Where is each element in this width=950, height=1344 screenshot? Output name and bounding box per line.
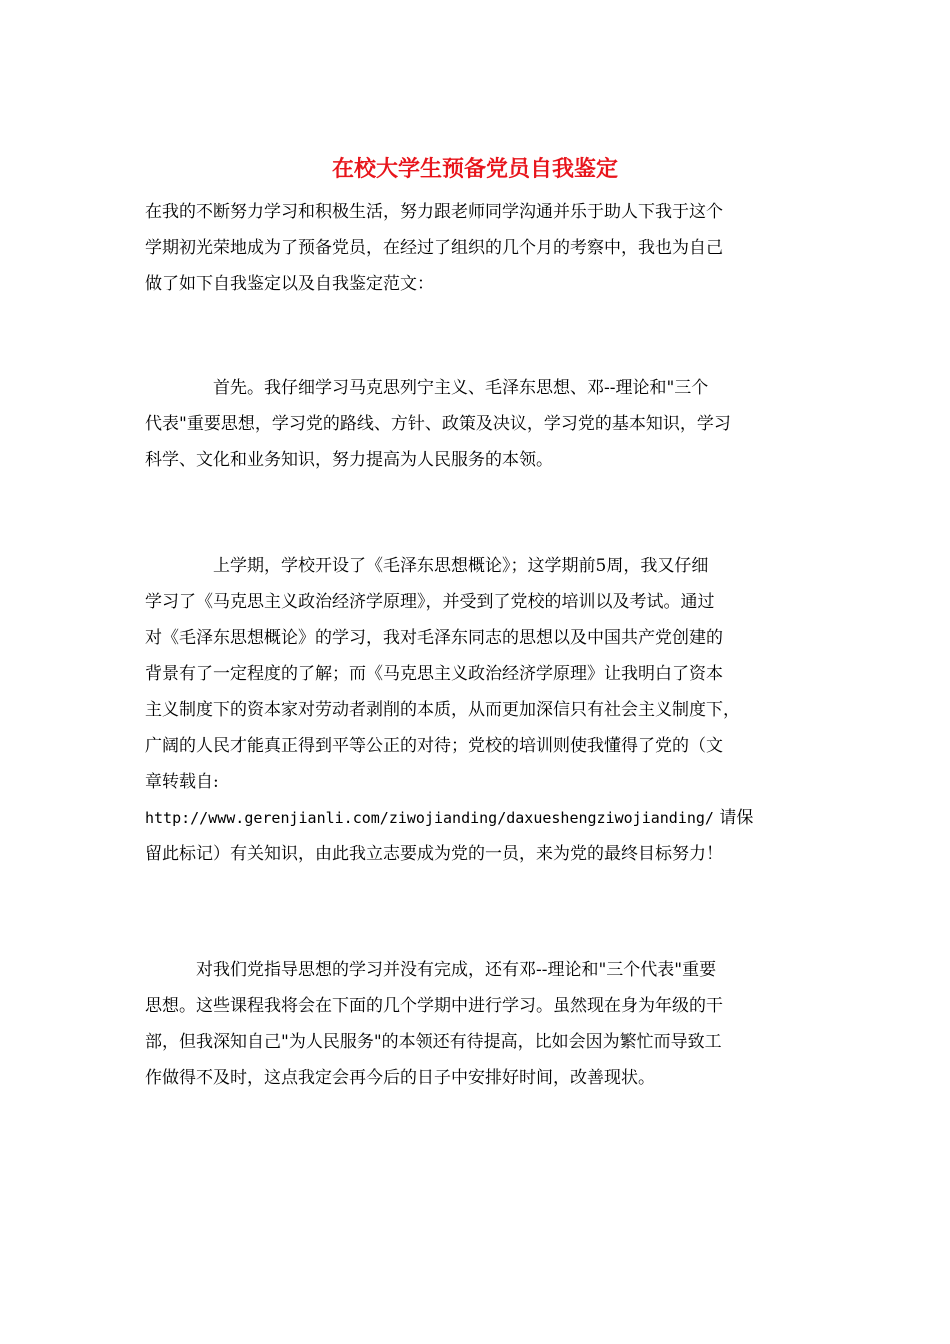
text-line: 在我的不断努力学习和积极生活，努力跟老师同学沟通并乐于助人下我于这个 <box>145 202 723 222</box>
paragraph-last-semester <box>145 548 810 872</box>
text-line: 背景有了一定程度的了解；而《马克思主义政治经济学原理》让我明白了资本 <box>145 664 723 684</box>
text-line: 广阔的人民才能真正得到平等公正的对待；党校的培训则使我懂得了党的（文 <box>145 736 723 756</box>
text-line: 主义制度下的资本家对劳动者剥削的本质，从而更加深信只有社会主义制度下， <box>145 700 740 720</box>
text-line: 学期初光荣地成为了预备党员，在经过了组织的几个月的考察中，我也为自己 <box>145 238 723 258</box>
paragraph-conclusion <box>145 952 810 1096</box>
source-url-line <box>145 800 810 836</box>
source-url-suffix: 请保 <box>713 808 754 828</box>
text-line: 科学、文化和业务知识，努力提高为人民服务的本领。 <box>145 450 553 470</box>
text-line: 留此标记）有关知识，由此我立志要成为党的一员，来为党的最终目标努力！ <box>145 844 723 864</box>
source-url-link[interactable]: http://www.gerenjianli.com/ziwojianding/daxueshengziwojianding/ <box>145 809 714 827</box>
text-line: 代表"重要思想，学习党的路线、方针、政策及决议，学习党的基本知识，学习 <box>145 414 731 434</box>
text-line: 章转载自: <box>145 772 219 792</box>
text-line: 做了如下自我鉴定以及自我鉴定范文： <box>145 274 434 294</box>
text-line: 上学期，学校开设了《毛泽东思想概论》；这学期前5周，我又仔细 <box>145 556 709 576</box>
text-line: 思想。这些课程我将会在下面的几个学期中进行学习。虽然现在身为年级的干 <box>145 996 723 1016</box>
paragraph-first <box>145 370 810 478</box>
text-line: 首先。我仔细学习马克思列宁主义、毛泽东思想、邓--理论和"三个 <box>145 378 709 398</box>
paragraph-intro <box>145 194 810 302</box>
text-line: 学习了《马克思主义政治经济学原理》，并受到了党校的培训以及考试。通过 <box>145 592 715 612</box>
text-line: 对《毛泽东思想概论》的学习，我对毛泽东同志的思想以及中国共产党创建的 <box>145 628 723 648</box>
text-line: 对我们党指导思想的学习并没有完成，还有邓--理论和"三个代表"重要 <box>145 960 717 980</box>
text-line: 作做得不及时，这点我定会再今后的日子中安排好时间，改善现状。 <box>145 1068 655 1088</box>
text-line: 部，但我深知自己"为人民服务"的本领还有待提高，比如会因为繁忙而导致工 <box>145 1032 722 1052</box>
document-title: 在校大学生预备党员自我鉴定 <box>331 156 618 182</box>
